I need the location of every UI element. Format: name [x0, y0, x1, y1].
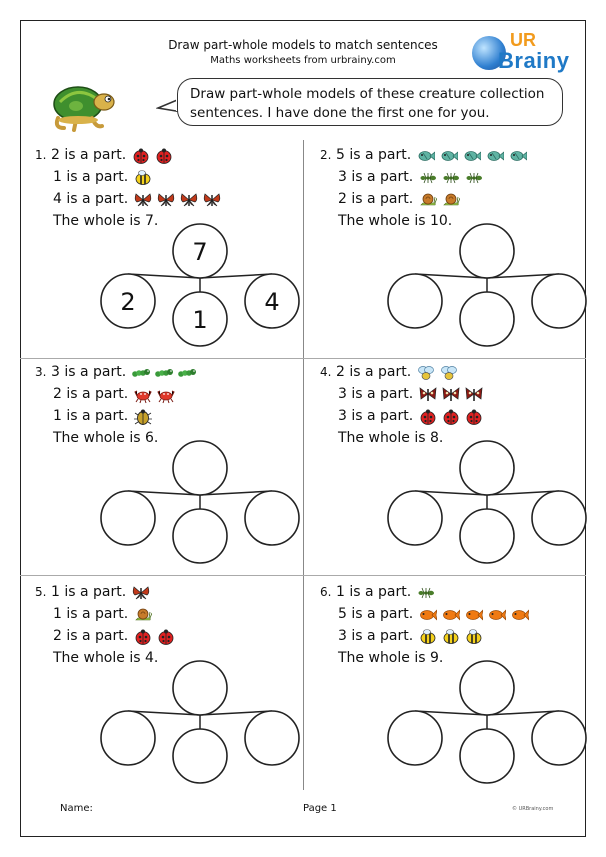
ladybird-icon	[132, 147, 150, 165]
ant-icon	[417, 584, 435, 602]
goldfish-icon	[442, 606, 460, 624]
instruction-bubble	[177, 78, 563, 126]
page-number: Page 1	[303, 803, 337, 814]
moth-icon	[419, 386, 437, 404]
part-sentence	[53, 384, 180, 404]
tortoise-mascot-icon	[48, 82, 120, 134]
creature-icons	[132, 583, 155, 601]
part-circle[interactable]	[101, 491, 155, 545]
ladybird-icon	[419, 408, 437, 426]
part-sentence	[338, 167, 488, 187]
part-sentence-text: 5 is a part.	[336, 147, 412, 163]
ladybird-icon	[465, 408, 483, 426]
creature-icons	[419, 627, 488, 645]
butterfly-icon	[132, 584, 150, 602]
creature-icons	[134, 190, 226, 208]
fish-icon	[440, 147, 458, 165]
fish-icon	[463, 147, 481, 165]
bee-icon	[442, 628, 460, 646]
part-sentence-text: 3 is a part.	[338, 408, 414, 424]
moth-icon	[442, 386, 460, 404]
butterfly-icon	[134, 191, 152, 209]
part-sentence	[338, 406, 488, 426]
goldfish-icon	[465, 606, 483, 624]
butterfly-icon	[203, 191, 221, 209]
ladybird-icon	[134, 628, 152, 646]
part-sentence	[338, 189, 465, 209]
part-sentence	[338, 626, 488, 646]
part-circle[interactable]	[245, 491, 299, 545]
creature-icons	[419, 385, 488, 403]
part-circle[interactable]	[388, 711, 442, 765]
whole-sentence: The whole is 6.	[53, 430, 159, 446]
part-sentence	[336, 145, 532, 165]
creature-icons	[419, 190, 465, 208]
whole-sentence: The whole is 7.	[53, 213, 159, 229]
creature-icons	[419, 605, 534, 623]
beetle-icon	[134, 408, 152, 426]
instruction-text: Draw part-whole models of these creature collection sentences. I have done the first one for you.	[190, 86, 545, 121]
part-sentence	[338, 384, 488, 404]
part-sentence	[338, 604, 534, 624]
part-circle[interactable]	[532, 491, 586, 545]
part-circle[interactable]	[101, 711, 155, 765]
part-sentence	[53, 167, 157, 187]
part-sentence-text: 2 is a part.	[51, 147, 127, 163]
question-panel-4	[320, 362, 590, 577]
page-subtitle: Maths worksheets from urbrainy.com	[210, 55, 396, 66]
goldfish-icon	[488, 606, 506, 624]
part-circle-value: 4	[264, 288, 280, 316]
part-whole-model	[382, 440, 592, 570]
logo-text-ur: UR	[510, 30, 536, 50]
part-circle[interactable]	[532, 274, 586, 328]
bee-icon	[134, 169, 152, 187]
part-sentence-text: 1 is a part.	[51, 584, 127, 600]
logo-text-brainy: Brainy	[498, 48, 570, 73]
creature-icons	[417, 583, 440, 601]
question-panel-5	[35, 582, 305, 797]
whole-sentence: The whole is 8.	[338, 430, 444, 446]
part-sentence-text: 2 is a part.	[53, 628, 129, 644]
whole-circle[interactable]	[460, 661, 514, 715]
whole-circle-value: 7	[192, 238, 208, 266]
ant-icon	[442, 169, 460, 187]
part-sentence-text: 1 is a part.	[336, 584, 412, 600]
part-circle[interactable]	[460, 509, 514, 563]
part-sentence	[51, 362, 201, 382]
part-sentence-text: 3 is a part.	[51, 364, 127, 380]
part-sentence-text: 4 is a part.	[53, 191, 129, 207]
question-panel-1	[35, 145, 305, 360]
part-sentence-text: 3 is a part.	[338, 386, 414, 402]
part-sentence	[51, 582, 155, 602]
part-circle-value: 1	[192, 306, 208, 334]
whole-circle[interactable]	[460, 441, 514, 495]
part-sentence-text: 1 is a part.	[53, 408, 129, 424]
whole-circle[interactable]	[173, 661, 227, 715]
crab-icon	[134, 386, 152, 404]
whole-circle[interactable]	[173, 441, 227, 495]
goldfish-icon	[511, 606, 529, 624]
part-sentence-text: 2 is a part.	[53, 386, 129, 402]
part-sentence	[53, 626, 180, 646]
question-number: 1.	[35, 148, 47, 162]
part-sentence-text: 2 is a part.	[336, 364, 412, 380]
butterfly-icon	[180, 191, 198, 209]
creature-icons	[134, 605, 157, 623]
ant-icon	[419, 169, 437, 187]
part-sentence-text: 3 is a part.	[338, 169, 414, 185]
part-sentence-text: 1 is a part.	[53, 169, 129, 185]
part-sentence	[51, 145, 178, 165]
creature-icons	[132, 146, 178, 164]
creature-icons	[417, 146, 532, 164]
snail-icon	[442, 191, 460, 209]
creature-icons	[134, 385, 180, 403]
question-number: 4.	[320, 365, 332, 379]
fly-icon	[417, 364, 435, 382]
part-sentence	[336, 582, 440, 602]
part-sentence	[53, 406, 157, 426]
part-circle[interactable]	[245, 711, 299, 765]
question-number: 2.	[320, 148, 332, 162]
ladybird-icon	[157, 628, 175, 646]
snail-icon	[419, 191, 437, 209]
whole-sentence: The whole is 9.	[338, 650, 444, 666]
part-sentence-text: 2 is a part.	[338, 191, 414, 207]
part-circle[interactable]	[173, 509, 227, 563]
fish-icon	[509, 147, 527, 165]
urbrainy-logo	[470, 30, 570, 75]
caterpillar-icon	[178, 364, 196, 382]
page-title: Draw part-whole models to match sentences	[168, 38, 438, 52]
part-sentence-text: 5 is a part.	[338, 606, 414, 622]
whole-circle[interactable]	[460, 224, 514, 278]
moth-icon	[465, 386, 483, 404]
question-number: 5.	[35, 585, 47, 599]
part-circle[interactable]	[173, 729, 227, 783]
goldfish-icon	[419, 606, 437, 624]
question-number: 6.	[320, 585, 332, 599]
part-sentence	[53, 189, 226, 209]
creature-icons	[419, 168, 488, 186]
fly-icon	[440, 364, 458, 382]
part-circle[interactable]	[388, 491, 442, 545]
butterfly-icon	[157, 191, 175, 209]
creature-icons	[417, 363, 463, 381]
part-sentence	[53, 604, 157, 624]
part-whole-model	[95, 440, 305, 570]
part-circle[interactable]	[388, 274, 442, 328]
part-circle-value: 2	[120, 288, 136, 316]
snail-icon	[134, 606, 152, 624]
part-whole-model	[382, 223, 592, 353]
bee-icon	[465, 628, 483, 646]
creature-icons	[134, 168, 157, 186]
whole-sentence: The whole is 4.	[53, 650, 159, 666]
part-whole-model	[382, 660, 592, 790]
name-label: Name:	[60, 803, 93, 814]
creature-icons	[132, 363, 201, 381]
question-panel-3	[35, 362, 305, 577]
caterpillar-icon	[155, 364, 173, 382]
copyright-text: © URBrainy.com	[512, 806, 554, 812]
fish-icon	[417, 147, 435, 165]
ladybird-icon	[442, 408, 460, 426]
ant-icon	[465, 169, 483, 187]
fish-icon	[486, 147, 504, 165]
creature-icons	[419, 407, 488, 425]
crab-icon	[157, 386, 175, 404]
question-number: 3.	[35, 365, 47, 379]
part-circle[interactable]	[460, 292, 514, 346]
whole-sentence: The whole is 10.	[338, 213, 453, 229]
part-circle[interactable]	[460, 729, 514, 783]
creature-icons	[134, 627, 180, 645]
creature-icons	[134, 407, 157, 425]
part-sentence-text: 3 is a part.	[338, 628, 414, 644]
part-whole-model	[95, 660, 305, 790]
part-whole-model	[95, 223, 305, 353]
bee-icon	[419, 628, 437, 646]
caterpillar-icon	[132, 364, 150, 382]
question-panel-2	[320, 145, 590, 360]
part-sentence-text: 1 is a part.	[53, 606, 129, 622]
part-sentence	[336, 362, 463, 382]
part-circle[interactable]	[532, 711, 586, 765]
question-panel-6	[320, 582, 590, 797]
ladybird-icon	[155, 147, 173, 165]
